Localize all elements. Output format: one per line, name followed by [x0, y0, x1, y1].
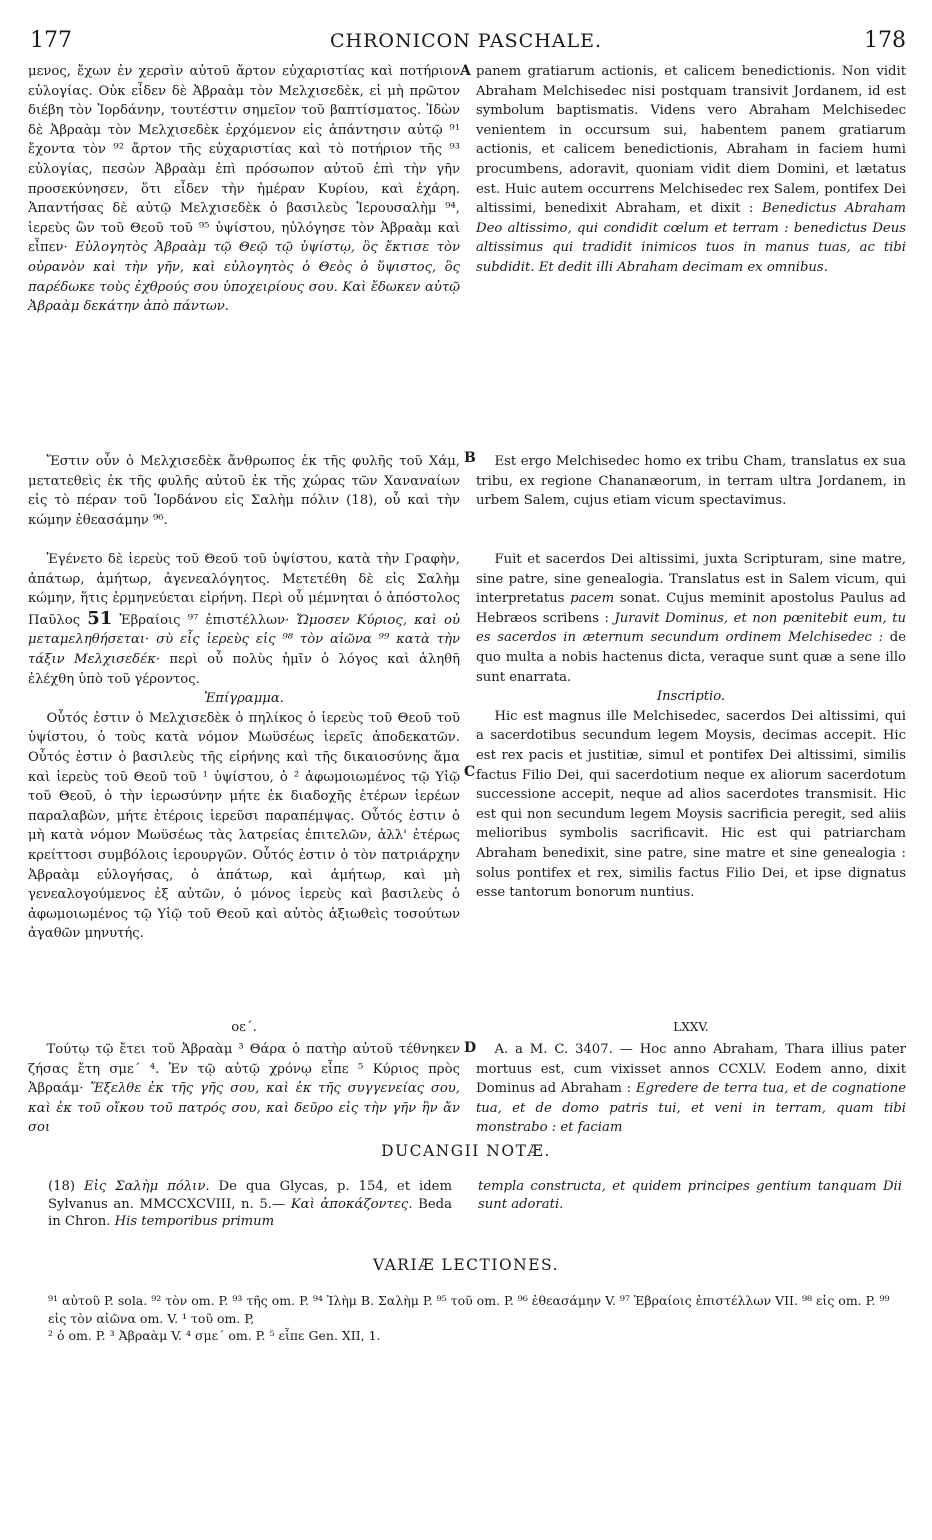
note-text-c: Beda in Chron.: [48, 1196, 452, 1229]
latin-inscriptio-heading: Inscriptio.: [656, 689, 726, 705]
greek-quote-a: Εὐλογητὸς Ἀβραὰμ τῷ Θεῷ τῷ ὑψίστῳ, ὃς ἔκτισε τὸν οὐρανὸν καὶ τὴν γῆν, καὶ εὐλογητὸς ὁ Θεὸς ὁ ὕψιστος, ὃς παρέδωκε τοὺς ἐχθρούς σου ὑποχειρίους σου. Καὶ ἔδωκεν αὐτῷ Ἀβραὰμ δεκάτην ἀπὸ πάντων.: [28, 240, 460, 315]
greek-block-d-text: [28, 1040, 460, 1138]
notes-right-column: templa constructa, et quidem principes gentium tanquam Dii sunt adorati.: [478, 1179, 902, 1212]
page-header: [20, 28, 912, 58]
greek-block-b: [28, 452, 460, 530]
greek-epigram-heading: Ἐπίγραμμα.: [204, 691, 284, 707]
latin-quote-d: Egredere de terra tua, et de cognatione tua, et de domo patris tui, et veni in terram, quam tibi monstrabo : et faciam: [476, 1081, 906, 1136]
note-lemma-2: Καὶ ἀποκάζοντες.: [290, 1196, 413, 1212]
margin-marker-d: D: [464, 1040, 477, 1056]
variae-title: VARIÆ LECTIONES.: [372, 1256, 560, 1274]
greek-year-heading: οε΄.: [231, 1020, 257, 1035]
latin-word-pacem: pacem: [570, 591, 615, 607]
margin-marker-a: A: [460, 63, 471, 79]
greek-text-c1c: περὶ οὗ πολὺς ἡμῖν ὁ λόγος καὶ ἀληθῆ ἐλέχθη ὑπὸ τοῦ γέροντος.: [28, 651, 460, 687]
right-page-number: 178: [864, 28, 906, 53]
note-quote: His temporibus primum: [114, 1214, 275, 1229]
notes-title: DUCANGII NOTÆ.: [381, 1142, 551, 1160]
greek-text-b: Ἔστιν οὖν ὁ Μελχισεδὲκ ἄνθρωπος ἐκ τῆς φυλῆς τοῦ Χάμ, μετατεθεὶς ἐκ τῆς φυλῆς αὐτοῦ ἐκ τῆς χώρας τῶν Χαναναίων εἰς τὸ πέραν τοῦ Ἰορδάνου εἰς Σαλὴμ πόλιν (18), οὗ καὶ τὴν κώμην ἐθεασάμην ⁹⁶.: [28, 454, 460, 528]
variae-lines: [48, 1292, 900, 1345]
latin-block-d-text: [476, 1040, 906, 1138]
variae-line-2: ² ὁ om. P. ³ Ἀβραὰμ V. ⁴ σμε΄ om. P. ⁵ εἶπε Gen. XII, 1.: [48, 1328, 381, 1343]
latin-quote-c1: Juravit Dominus, et non pœnitebit eum, tu es sacerdos in æternum secundum ordinem Melchisedec :: [476, 610, 906, 646]
latin-block-b: [476, 452, 906, 511]
latin-text-c1b: sonat. Cujus meminit apostolus Paulus ad Hebræos scribens :: [476, 591, 906, 626]
latin-text-c1: Fuit et sacerdos Dei altissimi, juxta Scripturam, sine matre, sine patre, sine genealogia. Translatus est in Salem vicum, qui interpretatus: [476, 552, 906, 607]
column-number: 51: [87, 607, 113, 629]
latin-text-c1c: de quo multa a nobis hactenus dicta, veraque sunt quæ a sene illo sunt enarrata.: [476, 630, 906, 685]
latin-text-a: panem gratiarum actionis, et calicem benedictionis. Non vidit Abraham Melchisedec nisi postquam transivit Jordanem, id est symbolum baptismatis. Videns vero Abraham Melchisedec venientem in occursum sui, habentem panem gratiarum actionis, et calicem benedictionis, Abraham in faciem humi procumbens, adoravit, quoniam vidit diem Domini, et lætatus est. Huic autem occurrens Melchisedec rex Salem, pontifex Dei altissimi, benedixit Abraham, et dixit :: [476, 64, 906, 217]
latin-quote-a: Benedictus Abraham Deo altissimo, qui condidit cœlum et terram : benedictus Deus altissimus qui tradidit inimicos tuos in manus tuas, ac tibi subdidit. Et dedit illi Abraham decimam ex omnibus.: [476, 201, 906, 275]
greek-quote-d: Ἔξελθε ἐκ τῆς γῆς σου, καὶ ἐκ τῆς συγγενείας σου, καὶ ἐκ τοῦ οἴκου τοῦ πατρός σου, καὶ δεῦρο εἰς τὴν γῆν ἣν ἄν σοι: [28, 1081, 460, 1136]
note-lemma: Εἰς Σαλὴμ πόλιν.: [84, 1179, 210, 1194]
greek-text-c2: Οὗτός ἐστιν ὁ Μελχισεδὲκ ὁ πηλίκος ὁ ἱερεὺς τοῦ Θεοῦ τοῦ ὑψίστου, ὁ τοὺς κατὰ νόμον Μωϋσέως ἱερεῖς ἀποδεκατῶν. Οὗτός ἐστιν ὁ βασιλεὺς τῆς εἰρήνης καὶ τῆς δικαιοσύνης ἅμα καὶ ἱερεὺς τοῦ Θεοῦ τοῦ ¹ ὑψίστου, ὁ ² ἀφωμοιωμένος τῷ Υἱῷ τοῦ Θεοῦ, ὁ τὴν ἱερωσύνην μήτε ἐκ διαδοχῆς ἑτέρων ἱερέων παραλαβὼν, μήτε ἑτέροις ἱερεῦσι παραπέμψας. Οὗτός ἐστιν ὁ μὴ κατὰ νόμον Μωϋσέως τὰς λατρείας ἐπιτελῶν, ἀλλ' ἑτέρως κρείττοσι συμβόλοις ἱερουργῶν. Οὗτός ἐστιν ὁ τὸν πατριάρχην Ἀβραὰμ εὐλογήσας, ὁ ἀπάτωρ, καὶ ἀμήτωρ, καὶ μὴ γενεαλογούμενος ἐξ αὐτῶν, ὁ μόνος ἱερεὺς καὶ βασιλεὺς ὁ ἀφωμοιωμένος τῷ Υἱῷ τοῦ Θεοῦ καὶ αὐτὸς ἀξιωθεὶς τοσούτων ἀγαθῶν μηνυτής.: [28, 710, 460, 942]
note-text-b: De qua Glycas, p. 154, et idem Sylvanus an. MMCCXCVIII, n. 5.—: [48, 1179, 452, 1212]
variae-line-1: ⁹¹ αὐτοῦ P. sola. ⁹² τὸν om. P. ⁹³ τῆς om. P. ⁹⁴ Ἰλὴμ B. Σαλὴμ P. ⁹⁵ τοῦ om. P. ⁹⁶ ἐθεασάμην V. ⁹⁷ Ἑβραίοις ἐπιστέλλων VII. ⁹⁸ εἰς om. P. ⁹⁹ εἰς τὸν αἰῶνα om. V. ¹ τοῦ om. P,: [48, 1293, 890, 1326]
greek-text-c1b: Ἑβραίοις ⁹⁷ ἐπιστέλλων·: [119, 612, 290, 628]
greek-block-c: [28, 550, 460, 944]
greek-text-c1: Ἐγένετο δὲ ἱερεὺς τοῦ Θεοῦ τοῦ ὑψίστου, κατὰ τὴν Γραφὴν, ἀπάτωρ, ἀμήτωρ, ἀγενεαλόγητος. Μετετέθη δὲ εἰς Σαλὴμ κώμην, ἥτις ἑρμηνεύεται εἰρήνη. Περὶ οὗ μέμνηται ὁ ἀπόστολος Παῦλος: [28, 552, 460, 628]
greek-text-d: Τούτῳ τῷ ἔτει τοῦ Ἀβραὰμ ³ Θάρα ὁ πατὴρ αὐτοῦ τέθνηκεν ζήσας ἔτη σμε΄ ⁴. Ἐν τῷ αὐτῷ χρόνῳ εἶπε ⁵ Κύριος πρὸς Ἀβραάμ·: [28, 1042, 460, 1097]
latin-text-b: Est ergo Melchisedec homo ex tribu Cham, translatus ex sua tribu, ex regione Chananæorum, in terram ultra Jordanem, in urbem Salem, cujus etiam vicum spectavimus.: [476, 454, 906, 509]
latin-block-d: [476, 1018, 906, 1038]
greek-block-d: [28, 1018, 460, 1038]
notes-left-column: [48, 1178, 452, 1231]
latin-year-heading: LXXV.: [673, 1020, 709, 1034]
latin-block-c: [476, 550, 906, 903]
left-page-number: 177: [30, 28, 72, 53]
latin-block-a: [476, 62, 906, 278]
margin-marker-b: B: [464, 450, 476, 466]
running-title: CHRONICON PASCHALE.: [329, 30, 603, 52]
latin-text-c2: Hic est magnus ille Melchisedec, sacerdos Dei altissimi, qui a sacerdotibus secundum legem Moysis, decimas accepit. Hic est rex pacis et justitiæ, simul et pontifex Dei altissimi, similis factus Filio Dei, qui sacerdotium neque ex aliorum sacerdotum successione accepit, neque ad alios sacerdotes transmisit. Hic est qui non secundum legem Moysis sacrificia peregit, sed aliis melioribus symbolis sacrificavit. Hic est qui patriarcham Abraham benedixit, sine patre, sine matre et sine genealogia : solus pontifex et rex, similis factus Filio Dei, et ipse dignatus esse tantorum bonorum nuntius.: [476, 708, 906, 901]
latin-text-d: A. a M. C. 3407. — Hoc anno Abraham, Thara illius pater mortuus est, cum vixisset annos CCXLV. Eodem anno, dixit Dominus ad Abraham :: [476, 1042, 906, 1097]
greek-text-a: μενος, ἔχων ἐν χερσὶν αὐτοῦ ἄρτον εὐχαριστίας καὶ ποτήριον εὐλογίας. Οὐκ εἶδεν δὲ Ἀβραὰμ τὸν Μελχισεδὲκ, εἰ μὴ πρῶτον διέβη τὸν Ἰορδάνην, τουτέστιν σημεῖον τοῦ βαπτίσματος. Ἰδὼν δὲ Ἀβραὰμ τὸν Μελχισεδὲκ ἐρχόμενον εἰς ἀπάντησιν αὐτῷ ⁹¹ ἔχοντα τὸν ⁹² ἄρτον τῆς εὐχαριστίας καὶ τὸ ποτήριον τῆς ⁹³ εὐλογίας, πεσὼν Ἀβραὰμ ἐπὶ πρόσωπον αὐτοῦ ἐπὶ τὴν γῆν προσεκύνησεν, ὅτι εἶδεν τὴν ἡμέραν Κυρίου, καὶ ἐχάρη. Ἀπαντήσας δὲ αὐτῷ Μελχισεδὲκ ὁ βασιλεὺς Ἱερουσαλὴμ ⁹⁴, ἱερεὺς ὢν τοῦ Θεοῦ τοῦ ⁹⁵ ὑψίστου, ηὐλόγησε τὸν Ἀβραὰμ καὶ εἶπεν·: [28, 64, 460, 256]
greek-block-a: [28, 62, 460, 317]
greek-quote-c1: Ὤμοσεν Κύριος, καὶ οὐ μεταμεληθήσεται· σὺ εἶς ἱερεὺς εἰς ⁹⁸ τὸν αἰῶνα ⁹⁹ κατὰ τὴν τάξιν Μελχισεδέκ·: [28, 612, 460, 667]
note-number: (18): [48, 1179, 76, 1194]
margin-marker-c: C: [464, 764, 476, 780]
